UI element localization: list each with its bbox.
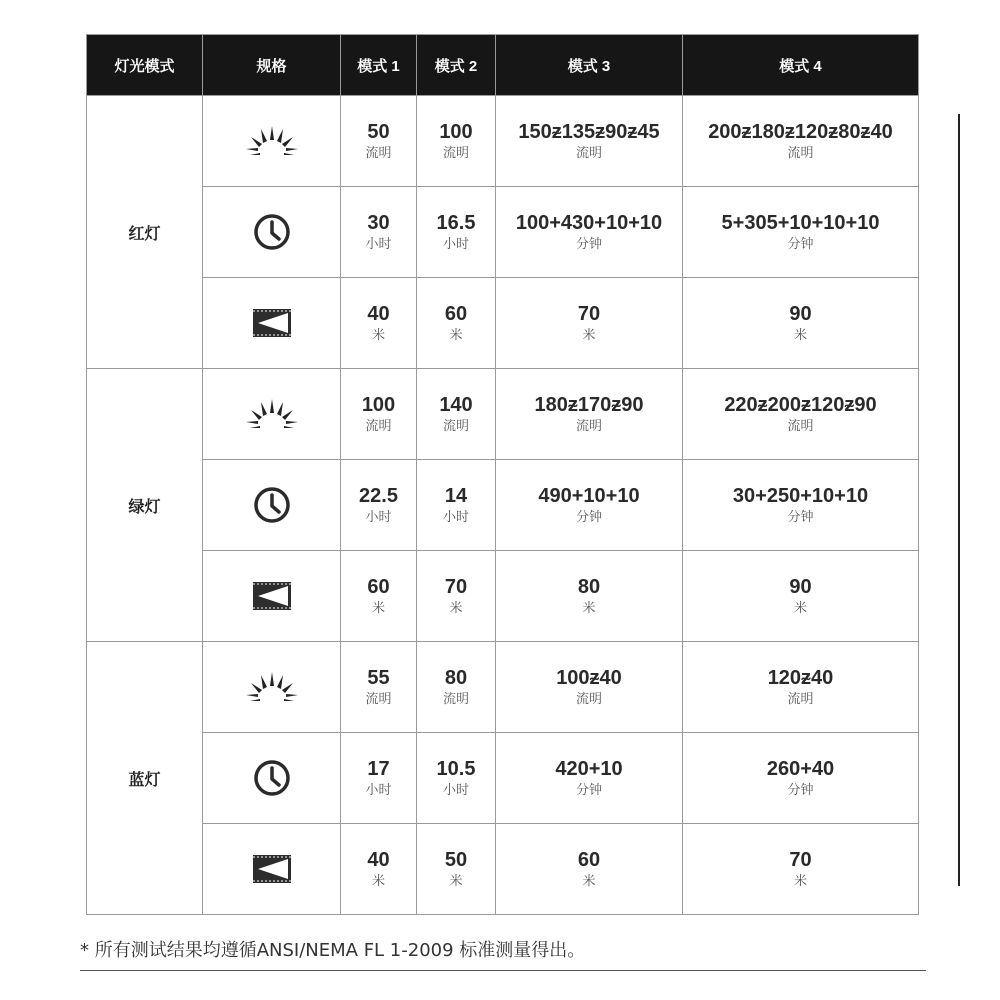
table-row	[87, 642, 919, 733]
mode-2-cell	[417, 187, 496, 278]
clock-icon	[203, 758, 340, 798]
mode-4-cell	[683, 824, 919, 915]
mode-3-unit: 分钟	[575, 235, 602, 251]
mode-3-cell	[496, 733, 683, 824]
table-row	[87, 551, 919, 642]
mode-4-value: 30+250+10+10	[732, 484, 869, 507]
mode-4-unit: 流明	[787, 690, 814, 706]
beam-distance-icon	[203, 581, 340, 611]
mode-2-cell	[417, 733, 496, 824]
mode-1-unit: 流明	[365, 690, 392, 706]
mode-1-value: 40	[367, 848, 390, 871]
mode-3-value: 490+10+10	[538, 484, 640, 507]
mode-1-value: 60	[367, 575, 390, 598]
spec-icon-cell	[203, 278, 341, 369]
mode-3-unit: 流明	[575, 690, 602, 706]
mode-3-cell	[496, 96, 683, 187]
spec-icon-cell	[203, 369, 341, 460]
mode-2-unit: 流明	[442, 690, 469, 706]
footnote: * 所有测试结果均遵循ANSI/NEMA FL 1-2009 标准测量得出。	[80, 940, 586, 961]
clock-icon	[203, 485, 340, 525]
mode-3-value: 70	[577, 302, 601, 325]
mode-3-value: 150ᵶ135ᵶ90ᵶ45	[518, 120, 660, 143]
brightness-icon	[203, 670, 340, 704]
mode-4-unit: 分钟	[787, 781, 814, 797]
beam-distance-icon	[203, 308, 340, 338]
mode-2-unit: 流明	[442, 417, 469, 433]
mode-1-value: 100	[361, 393, 396, 416]
table-row	[87, 369, 919, 460]
header-mode: 灯光模式	[87, 35, 203, 96]
mode-4-cell	[683, 551, 919, 642]
mode-4-value: 200ᵶ180ᵶ120ᵶ80ᵶ40	[708, 120, 893, 143]
light-mode-label: 蓝灯	[87, 642, 203, 915]
mode-4-cell	[683, 96, 919, 187]
mode-3-cell	[496, 187, 683, 278]
mode-3-unit: 分钟	[575, 508, 602, 524]
mode-1-value: 17	[367, 757, 390, 780]
mode-1-value: 22.5	[359, 484, 398, 507]
mode-3-cell	[496, 642, 683, 733]
table-row	[87, 460, 919, 551]
mode-1-cell	[341, 278, 417, 369]
mode-4-cell	[683, 460, 919, 551]
mode-1-cell	[341, 187, 417, 278]
mode-4-unit: 米	[793, 872, 807, 888]
mode-1-unit: 小时	[365, 781, 392, 797]
mode-4-value: 120ᵶ40	[767, 666, 834, 689]
mode-4-value: 220ᵶ200ᵶ120ᵶ90	[724, 393, 877, 416]
mode-1-value: 40	[367, 302, 390, 325]
mode-1-unit: 米	[371, 326, 385, 342]
mode-1-unit: 米	[371, 872, 385, 888]
mode-2-unit: 米	[449, 872, 463, 888]
mode-2-cell	[417, 642, 496, 733]
mode-3-cell	[496, 551, 683, 642]
spec-icon-cell	[203, 551, 341, 642]
spec-table	[86, 34, 919, 915]
mode-3-value: 420+10	[555, 757, 623, 780]
light-mode-label: 红灯	[87, 96, 203, 369]
mode-3-cell	[496, 278, 683, 369]
mode-1-cell	[341, 824, 417, 915]
mode-1-value: 50	[367, 120, 390, 143]
beam-distance-icon	[203, 854, 340, 884]
brightness-icon	[203, 124, 340, 158]
mode-4-unit: 米	[793, 599, 807, 615]
mode-2-cell	[417, 369, 496, 460]
mode-2-value: 16.5	[436, 211, 476, 234]
mode-2-value: 80	[444, 666, 468, 689]
mode-4-unit: 流明	[787, 144, 814, 160]
header-spec: 规格	[203, 35, 341, 96]
mode-1-value: 30	[367, 211, 390, 234]
mode-1-cell	[341, 551, 417, 642]
mode-4-value: 260+40	[766, 757, 835, 780]
mode-2-value: 70	[444, 575, 468, 598]
mode-1-unit: 流明	[365, 144, 392, 160]
light-mode-label: 绿灯	[87, 369, 203, 642]
mode-2-value: 100	[439, 120, 473, 143]
mode-2-cell	[417, 278, 496, 369]
header-mode-1: 模式 1	[341, 35, 417, 96]
mode-3-unit: 流明	[575, 144, 602, 160]
mode-2-value: 14	[444, 484, 468, 507]
mode-4-value: 90	[789, 575, 812, 598]
mode-3-unit: 分钟	[575, 781, 602, 797]
mode-2-value: 60	[444, 302, 468, 325]
mode-1-cell	[341, 369, 417, 460]
mode-1-unit: 米	[371, 599, 385, 615]
mode-4-value: 90	[789, 302, 812, 325]
mode-3-unit: 米	[582, 599, 596, 615]
header-mode-2: 模式 2	[417, 35, 496, 96]
header-mode-4: 模式 4	[683, 35, 919, 96]
mode-3-value: 100+430+10+10	[515, 211, 663, 234]
mode-2-cell	[417, 824, 496, 915]
mode-3-value: 100ᵶ40	[556, 666, 622, 689]
spec-icon-cell	[203, 642, 341, 733]
header-row	[87, 35, 919, 96]
mode-1-unit: 流明	[365, 417, 392, 433]
spec-icon-cell	[203, 733, 341, 824]
spec-icon-cell	[203, 187, 341, 278]
mode-4-cell	[683, 733, 919, 824]
mode-4-value: 5+305+10+10+10	[721, 211, 880, 234]
table-row	[87, 278, 919, 369]
table-row	[87, 733, 919, 824]
mode-3-cell	[496, 460, 683, 551]
mode-3-cell	[496, 369, 683, 460]
mode-1-value: 55	[367, 666, 390, 689]
mode-3-cell	[496, 824, 683, 915]
mode-4-cell	[683, 369, 919, 460]
mode-1-cell	[341, 642, 417, 733]
mode-2-cell	[417, 551, 496, 642]
mode-2-cell	[417, 96, 496, 187]
mode-2-value: 50	[444, 848, 468, 871]
mode-2-value: 140	[439, 393, 473, 416]
clock-icon	[203, 212, 340, 252]
mode-3-value: 60	[577, 848, 601, 871]
mode-3-value: 180ᵶ170ᵶ90	[534, 393, 644, 416]
mode-4-unit: 流明	[787, 417, 814, 433]
mode-4-cell	[683, 187, 919, 278]
bottom-divider	[80, 970, 926, 971]
mode-4-unit: 分钟	[787, 235, 814, 251]
spec-icon-cell	[203, 824, 341, 915]
mode-3-unit: 流明	[575, 417, 602, 433]
spec-icon-cell	[203, 460, 341, 551]
side-divider	[958, 114, 960, 886]
mode-2-value: 10.5	[436, 757, 476, 780]
header-mode-3: 模式 3	[496, 35, 683, 96]
table-row	[87, 824, 919, 915]
mode-4-unit: 米	[793, 326, 807, 342]
mode-1-unit: 小时	[365, 508, 392, 524]
table-row	[87, 187, 919, 278]
mode-4-value: 70	[789, 848, 812, 871]
mode-3-unit: 米	[582, 326, 596, 342]
spec-icon-cell	[203, 96, 341, 187]
mode-2-unit: 流明	[442, 144, 469, 160]
mode-2-unit: 小时	[442, 508, 469, 524]
mode-1-cell	[341, 96, 417, 187]
brightness-icon	[203, 397, 340, 431]
mode-3-value: 80	[577, 575, 601, 598]
mode-1-cell	[341, 460, 417, 551]
mode-4-cell	[683, 278, 919, 369]
mode-1-unit: 小时	[365, 235, 392, 251]
mode-2-unit: 小时	[442, 781, 469, 797]
mode-2-unit: 小时	[442, 235, 469, 251]
mode-4-cell	[683, 642, 919, 733]
mode-1-cell	[341, 733, 417, 824]
table-row	[87, 96, 919, 187]
mode-2-cell	[417, 460, 496, 551]
mode-2-unit: 米	[449, 599, 463, 615]
mode-4-unit: 分钟	[787, 508, 814, 524]
mode-3-unit: 米	[582, 872, 596, 888]
mode-2-unit: 米	[449, 326, 463, 342]
